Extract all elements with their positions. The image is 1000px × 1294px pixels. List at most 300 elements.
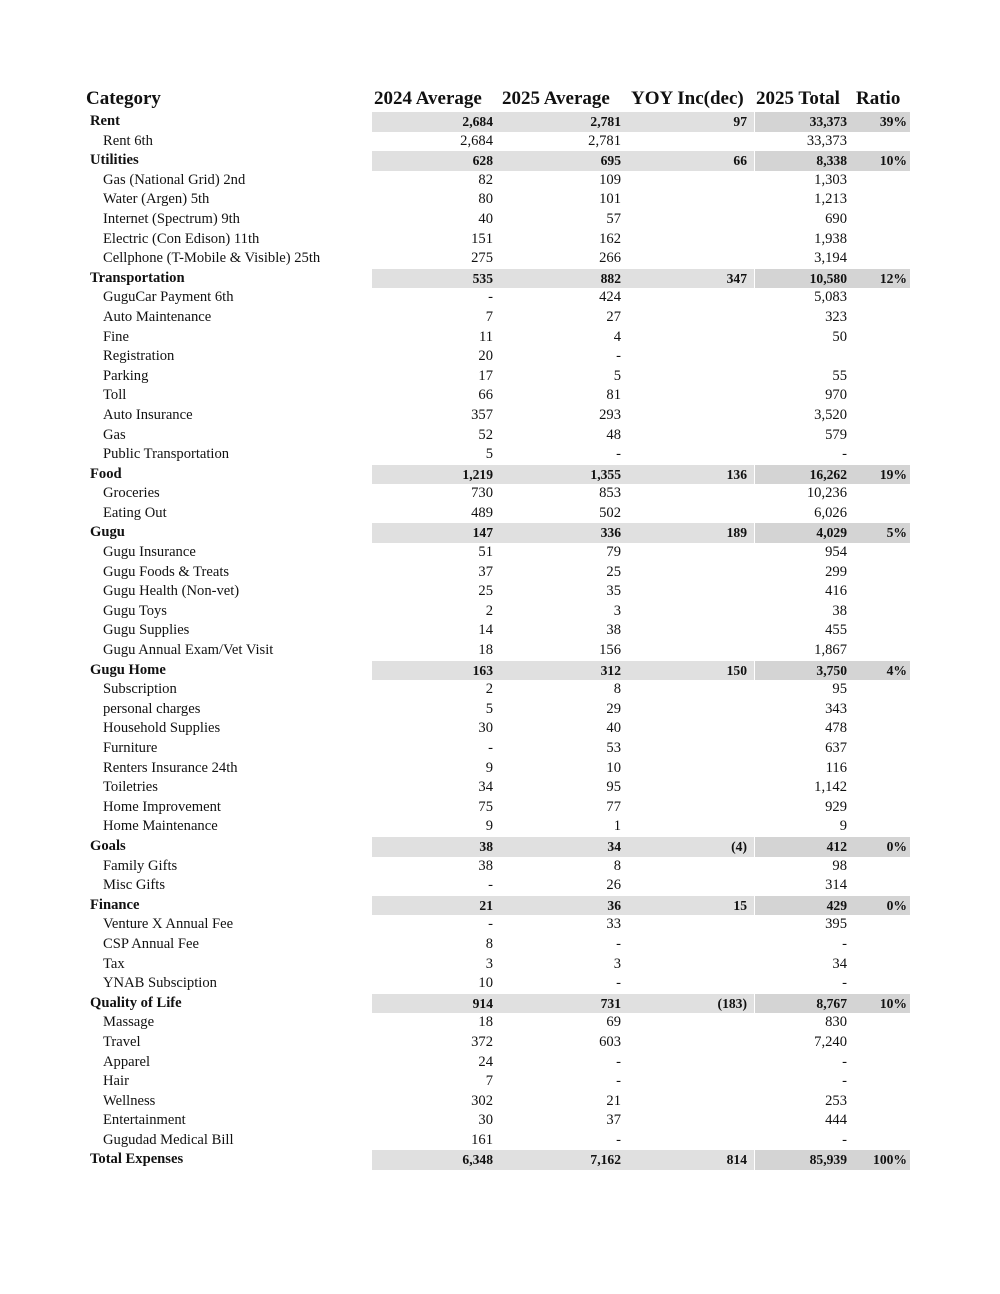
cell-2024-average: 20 xyxy=(478,348,493,365)
cell-2025-total: 10,580 xyxy=(754,269,854,289)
line-item-row xyxy=(86,857,910,877)
cell-2025-average: 312 xyxy=(500,661,628,681)
cell-ratio: 10% xyxy=(854,994,910,1014)
cell-yoy xyxy=(628,504,754,524)
cell-name: Wellness xyxy=(103,1092,156,1109)
cell-2025-total: - xyxy=(842,975,847,992)
cell-name: Massage xyxy=(103,1014,155,1031)
cell-2024-average: 30 xyxy=(478,1112,493,1129)
cell-yoy xyxy=(628,543,754,563)
cell-2025-average: 101 xyxy=(599,191,621,208)
cell-2025-total: - xyxy=(842,1053,847,1070)
cell-2025-average: 95 xyxy=(606,779,621,796)
cell-2025-total: 5,083 xyxy=(814,289,847,306)
cell-2025-total: 970 xyxy=(825,387,847,404)
cell-2025-average: 21 xyxy=(606,1092,621,1109)
cell-ratio xyxy=(854,1072,910,1092)
line-item-row xyxy=(86,719,910,739)
cell-2025-average: 266 xyxy=(599,250,621,267)
cell-yoy: 347 xyxy=(628,269,754,289)
cell-yoy: 814 xyxy=(628,1150,754,1170)
cell-yoy xyxy=(628,955,754,975)
total-expenses-row xyxy=(86,1150,910,1170)
line-item-row xyxy=(86,778,910,798)
cell-2024-average: 40 xyxy=(478,210,493,227)
cell-2024-average: 302 xyxy=(471,1092,493,1109)
cell-name: Home Improvement xyxy=(103,798,221,815)
cell-name: Gugu Foods & Treats xyxy=(103,563,230,580)
line-item-row xyxy=(86,328,910,348)
cell-ratio xyxy=(854,935,910,955)
cell-name: Water (Argen) 5th xyxy=(103,191,210,208)
cell-2025-total: 1,303 xyxy=(814,171,847,188)
cell-2025-average: 29 xyxy=(606,700,621,717)
cell-2025-average: 8 xyxy=(613,857,621,874)
cell-2025-total: 954 xyxy=(825,544,847,561)
cell-yoy xyxy=(628,1111,754,1131)
cell-ratio xyxy=(854,210,910,230)
cell-name: Auto Insurance xyxy=(103,406,193,423)
cell-ratio xyxy=(854,798,910,818)
cell-2025-total: 395 xyxy=(825,916,847,933)
cell-yoy: 136 xyxy=(628,465,754,485)
cell-2024-average: 38 xyxy=(478,857,493,874)
line-item-row xyxy=(86,504,910,524)
cell-2025-average: 882 xyxy=(500,269,628,289)
line-item-row xyxy=(86,1131,910,1151)
cell-name: Gugudad Medical Bill xyxy=(103,1131,234,1148)
cell-yoy xyxy=(628,817,754,837)
cell-2024-average: 5 xyxy=(485,446,493,463)
cell-ratio: 39% xyxy=(854,112,910,132)
cell-2025-average: 156 xyxy=(599,642,621,659)
cell-name: Fine xyxy=(103,328,129,345)
cell-2024-average: 3 xyxy=(485,955,493,972)
cell-2024-average: 163 xyxy=(372,661,500,681)
cell-2025-average: 4 xyxy=(613,328,621,345)
cell-name: Venture X Annual Fee xyxy=(103,916,234,933)
cell-2024-average: 37 xyxy=(478,563,493,580)
cell-2025-total xyxy=(754,347,854,367)
cell-2025-average: 109 xyxy=(599,171,621,188)
cell-2025-total: 4,029 xyxy=(754,523,854,543)
cell-2025-average: 26 xyxy=(606,877,621,894)
cell-2025-average: 502 xyxy=(599,504,621,521)
cell-2025-total: 95 xyxy=(832,681,847,698)
cell-2025-average: 162 xyxy=(599,230,621,247)
cell-2025-total: 690 xyxy=(825,210,847,227)
cell-ratio: 4% xyxy=(854,661,910,681)
cell-2025-average: - xyxy=(616,975,621,992)
cell-2025-total: 38 xyxy=(832,602,847,619)
cell-2024-average: 30 xyxy=(478,720,493,737)
cell-ratio xyxy=(854,739,910,759)
cell-yoy xyxy=(628,1092,754,1112)
cell-2025-average: - xyxy=(616,348,621,365)
cell-yoy xyxy=(628,171,754,191)
cell-yoy xyxy=(628,249,754,269)
cell-yoy xyxy=(628,347,754,367)
cell-name: Toiletries xyxy=(103,779,158,796)
cell-ratio xyxy=(854,915,910,935)
cell-yoy xyxy=(628,484,754,504)
cell-2024-average: 2,684 xyxy=(460,132,493,149)
cell-2025-total: 8,767 xyxy=(754,994,854,1014)
line-item-row xyxy=(86,915,910,935)
cell-2025-average: 10 xyxy=(606,759,621,776)
cell-ratio xyxy=(854,1053,910,1073)
cell-2024-average: 38 xyxy=(372,837,500,857)
cell-2025-average: 36 xyxy=(500,896,628,916)
cell-ratio xyxy=(854,1131,910,1151)
cell-yoy xyxy=(628,328,754,348)
header-2024-average: 2024 Average xyxy=(374,88,482,109)
category-row xyxy=(86,523,910,543)
cell-2025-average: - xyxy=(616,1073,621,1090)
cell-2025-average: 81 xyxy=(606,387,621,404)
cell-2025-average: - xyxy=(616,446,621,463)
cell-2025-total: 637 xyxy=(825,740,847,756)
cell-2025-total: 429 xyxy=(754,896,854,916)
line-item-row xyxy=(86,406,910,426)
cell-2025-total: 16,262 xyxy=(754,465,854,485)
cell-2025-total: 8,338 xyxy=(754,151,854,171)
line-item-row xyxy=(86,700,910,720)
cell-2025-total: - xyxy=(842,1131,847,1148)
line-item-row xyxy=(86,759,910,779)
cell-2025-average: 57 xyxy=(606,210,621,227)
cell-2024-average: 7 xyxy=(485,1073,493,1090)
cell-2024-average: 151 xyxy=(471,230,493,247)
cell-yoy xyxy=(628,406,754,426)
line-item-row xyxy=(86,602,910,622)
cell-2025-total: 10,236 xyxy=(806,485,847,502)
line-item-row xyxy=(86,132,910,152)
cell-ratio xyxy=(854,288,910,308)
expense-sheet xyxy=(86,88,910,1170)
cell-ratio xyxy=(854,602,910,622)
cell-yoy: 66 xyxy=(628,151,754,171)
cell-2025-average: 33 xyxy=(606,916,621,933)
cell-yoy xyxy=(628,974,754,994)
cell-ratio: 19% xyxy=(854,465,910,485)
cell-name: Registration xyxy=(103,348,175,365)
cell-name: Auto Maintenance xyxy=(103,308,212,325)
cell-name: personal charges xyxy=(103,700,201,717)
cell-yoy xyxy=(628,915,754,935)
cell-2025-average: 38 xyxy=(606,622,621,639)
line-item-row xyxy=(86,249,910,269)
cell-name: Gugu Supplies xyxy=(103,622,190,639)
cell-2024-average: 2 xyxy=(485,681,493,698)
cell-name: GuguCar Payment 6th xyxy=(103,289,234,306)
cell-2024-average: 80 xyxy=(478,191,493,208)
cell-2024-average: - xyxy=(488,877,493,894)
cell-name: Tax xyxy=(103,955,125,972)
cell-2025-average: 37 xyxy=(606,1112,621,1129)
line-item-row xyxy=(86,817,910,837)
cell-2025-average: 293 xyxy=(599,406,621,423)
cell-2025-total: 34 xyxy=(832,955,847,972)
cell-yoy xyxy=(628,739,754,759)
cell-name: Utilities xyxy=(90,152,139,169)
cell-name: Cellphone (T-Mobile & Visible) 25th xyxy=(103,250,321,267)
cell-ratio xyxy=(854,230,910,250)
cell-2024-average: 8 xyxy=(485,935,493,952)
cell-yoy xyxy=(628,759,754,779)
cell-2024-average: 82 xyxy=(478,171,493,188)
cell-yoy xyxy=(628,367,754,387)
cell-2024-average: 7 xyxy=(485,308,493,325)
line-item-row xyxy=(86,876,910,896)
cell-2024-average: - xyxy=(488,916,493,933)
line-item-row xyxy=(86,1053,910,1073)
cell-yoy xyxy=(628,563,754,583)
cell-2025-total: 6,026 xyxy=(814,504,847,521)
line-item-row xyxy=(86,210,910,230)
cell-ratio xyxy=(854,132,910,152)
cell-2025-average: 25 xyxy=(606,563,621,580)
line-item-row xyxy=(86,798,910,818)
cell-ratio xyxy=(854,386,910,406)
cell-name: Total Expenses xyxy=(90,1151,184,1168)
cell-ratio xyxy=(854,171,910,191)
cell-name: YNAB Subsciption xyxy=(103,975,217,992)
category-row xyxy=(86,837,910,857)
cell-2025-total: 1,938 xyxy=(814,230,847,247)
cell-2024-average: 25 xyxy=(478,583,493,600)
cell-yoy: 150 xyxy=(628,661,754,681)
cell-2024-average: 161 xyxy=(471,1131,493,1148)
cell-name: Subscription xyxy=(103,681,177,698)
cell-name: Household Supplies xyxy=(103,720,221,737)
line-item-row xyxy=(86,641,910,661)
cell-2024-average: 21 xyxy=(372,896,500,916)
line-item-row xyxy=(86,621,910,641)
cell-yoy xyxy=(628,132,754,152)
cell-2025-average: - xyxy=(616,1131,621,1148)
cell-2025-total: 98 xyxy=(832,857,847,874)
cell-name: Home Maintenance xyxy=(103,818,218,835)
header-yoy: YOY Inc(dec) xyxy=(631,88,744,109)
line-item-row xyxy=(86,308,910,328)
cell-yoy xyxy=(628,582,754,602)
cell-yoy xyxy=(628,445,754,465)
cell-2025-total: 412 xyxy=(754,837,854,857)
cell-yoy xyxy=(628,935,754,955)
cell-2024-average: 17 xyxy=(478,367,493,384)
cell-ratio: 10% xyxy=(854,151,910,171)
cell-yoy: 97 xyxy=(628,112,754,132)
cell-2025-total: 3,520 xyxy=(814,406,847,423)
cell-name: Goals xyxy=(90,837,126,854)
cell-2024-average: 1,219 xyxy=(372,465,500,485)
cell-2025-total: 343 xyxy=(825,700,847,717)
cell-yoy: 189 xyxy=(628,523,754,543)
line-item-row xyxy=(86,1092,910,1112)
cell-2024-average: 51 xyxy=(478,544,493,561)
cell-2024-average: 147 xyxy=(372,523,500,543)
cell-2025-total: 299 xyxy=(825,563,847,580)
cell-2024-average: 14 xyxy=(478,622,493,639)
cell-2025-total: 116 xyxy=(825,759,847,776)
cell-2024-average: 66 xyxy=(478,387,493,404)
category-row xyxy=(86,896,910,916)
cell-2024-average: 2 xyxy=(485,602,493,619)
category-row xyxy=(86,269,910,289)
cell-2025-average: - xyxy=(616,935,621,952)
cell-2025-total: 55 xyxy=(832,367,847,384)
cell-ratio xyxy=(854,955,910,975)
cell-name: Entertainment xyxy=(103,1112,186,1129)
cell-ratio xyxy=(854,445,910,465)
cell-2025-total: 1,142 xyxy=(814,779,847,796)
cell-yoy: (4) xyxy=(628,837,754,857)
line-item-row xyxy=(86,230,910,250)
cell-2025-average: 1 xyxy=(613,818,621,835)
table-body xyxy=(86,112,910,1170)
category-row xyxy=(86,151,910,171)
cell-2025-average: 48 xyxy=(606,426,621,443)
cell-2025-total: 929 xyxy=(825,798,847,815)
line-item-row xyxy=(86,563,910,583)
cell-2025-total: 85,939 xyxy=(754,1150,854,1170)
cell-ratio xyxy=(854,1033,910,1053)
cell-2025-total: 3,194 xyxy=(814,250,847,267)
cell-yoy xyxy=(628,1053,754,1073)
cell-2025-average: 336 xyxy=(500,523,628,543)
cell-name: Travel xyxy=(103,1033,141,1050)
cell-2025-total: - xyxy=(842,935,847,952)
cell-name: CSP Annual Fee xyxy=(103,935,199,952)
cell-2025-average: 79 xyxy=(606,544,621,561)
cell-2025-total: 314 xyxy=(825,877,847,894)
header-category: Category xyxy=(86,88,161,109)
cell-2025-average: 35 xyxy=(606,583,621,600)
category-row xyxy=(86,994,910,1014)
cell-name: Gugu xyxy=(90,524,125,541)
cell-ratio xyxy=(854,641,910,661)
cell-name: Gugu Insurance xyxy=(103,544,196,561)
line-item-row xyxy=(86,1072,910,1092)
cell-yoy xyxy=(628,288,754,308)
cell-ratio xyxy=(854,308,910,328)
cell-name: Renters Insurance 24th xyxy=(103,759,238,776)
cell-2025-average: 424 xyxy=(599,289,621,306)
cell-ratio xyxy=(854,347,910,367)
cell-name: Electric (Con Edison) 11th xyxy=(103,230,260,247)
cell-2025-total: 1,867 xyxy=(814,642,847,659)
cell-name: Public Transportation xyxy=(103,446,230,463)
cell-ratio xyxy=(854,582,910,602)
cell-name: Rent xyxy=(90,113,120,129)
cell-2024-average: 6,348 xyxy=(372,1150,500,1170)
cell-name: Family Gifts xyxy=(103,857,178,874)
cell-name: Gugu Annual Exam/Vet Visit xyxy=(103,642,274,659)
cell-ratio xyxy=(854,328,910,348)
cell-ratio xyxy=(854,778,910,798)
cell-2024-average: 730 xyxy=(471,485,493,502)
cell-ratio xyxy=(854,543,910,563)
cell-yoy: (183) xyxy=(628,994,754,1014)
cell-2025-average: 8 xyxy=(613,681,621,698)
cell-name: Gas xyxy=(103,426,126,443)
cell-ratio: 5% xyxy=(854,523,910,543)
cell-2025-total: 323 xyxy=(825,308,847,325)
cell-2025-total: 444 xyxy=(825,1112,847,1129)
cell-2024-average: 535 xyxy=(372,269,500,289)
cell-2024-average: - xyxy=(488,740,493,756)
cell-yoy xyxy=(628,386,754,406)
cell-name: Apparel xyxy=(103,1053,151,1070)
cell-2025-average: 5 xyxy=(613,367,621,384)
cell-name: Parking xyxy=(103,367,149,384)
cell-2024-average: - xyxy=(488,289,493,306)
cell-2025-average: 695 xyxy=(500,151,628,171)
cell-yoy xyxy=(628,857,754,877)
cell-yoy xyxy=(628,190,754,210)
cell-2025-average: 3 xyxy=(613,602,621,619)
cell-ratio xyxy=(854,504,910,524)
cell-yoy xyxy=(628,798,754,818)
line-item-row xyxy=(86,582,910,602)
cell-2025-total: 9 xyxy=(839,818,847,835)
cell-ratio xyxy=(854,406,910,426)
cell-2024-average: 52 xyxy=(478,426,493,443)
cell-2025-total: 1,213 xyxy=(814,191,847,208)
cell-yoy xyxy=(628,1033,754,1053)
cell-2025-total: - xyxy=(842,446,847,463)
cell-yoy: 15 xyxy=(628,896,754,916)
cell-2025-average: 1,355 xyxy=(500,465,628,485)
cell-yoy xyxy=(628,210,754,230)
cell-2025-average: 2,781 xyxy=(500,112,628,132)
cell-ratio xyxy=(854,700,910,720)
cell-name: Gugu Health (Non-vet) xyxy=(103,583,240,600)
cell-name: Internet (Spectrum) 9th xyxy=(103,210,240,227)
cell-2025-total: - xyxy=(842,1073,847,1090)
line-item-row xyxy=(86,190,910,210)
cell-2025-total: 50 xyxy=(832,328,847,345)
cell-2025-average: 77 xyxy=(606,798,621,815)
cell-2025-average: 3 xyxy=(613,955,621,972)
cell-name: Gas (National Grid) 2nd xyxy=(103,171,246,188)
cell-ratio: 0% xyxy=(854,896,910,916)
cell-yoy xyxy=(628,1013,754,1033)
cell-2024-average: 2,684 xyxy=(372,112,500,132)
category-row xyxy=(86,661,910,681)
cell-2025-total: 830 xyxy=(825,1014,847,1031)
cell-2024-average: 11 xyxy=(478,328,493,345)
line-item-row xyxy=(86,445,910,465)
cell-2024-average: 24 xyxy=(478,1053,493,1070)
cell-ratio xyxy=(854,484,910,504)
cell-2025-average: 69 xyxy=(606,1014,621,1031)
line-item-row xyxy=(86,974,910,994)
line-item-row xyxy=(86,347,910,367)
cell-2024-average: 9 xyxy=(485,818,493,835)
cell-ratio: 12% xyxy=(854,269,910,289)
cell-2025-average: 53 xyxy=(606,740,621,756)
line-item-row xyxy=(86,1111,910,1131)
line-item-row xyxy=(86,739,910,759)
cell-ratio xyxy=(854,249,910,269)
line-item-row xyxy=(86,955,910,975)
cell-ratio xyxy=(854,426,910,446)
line-item-row xyxy=(86,367,910,387)
cell-ratio xyxy=(854,876,910,896)
cell-yoy xyxy=(628,602,754,622)
